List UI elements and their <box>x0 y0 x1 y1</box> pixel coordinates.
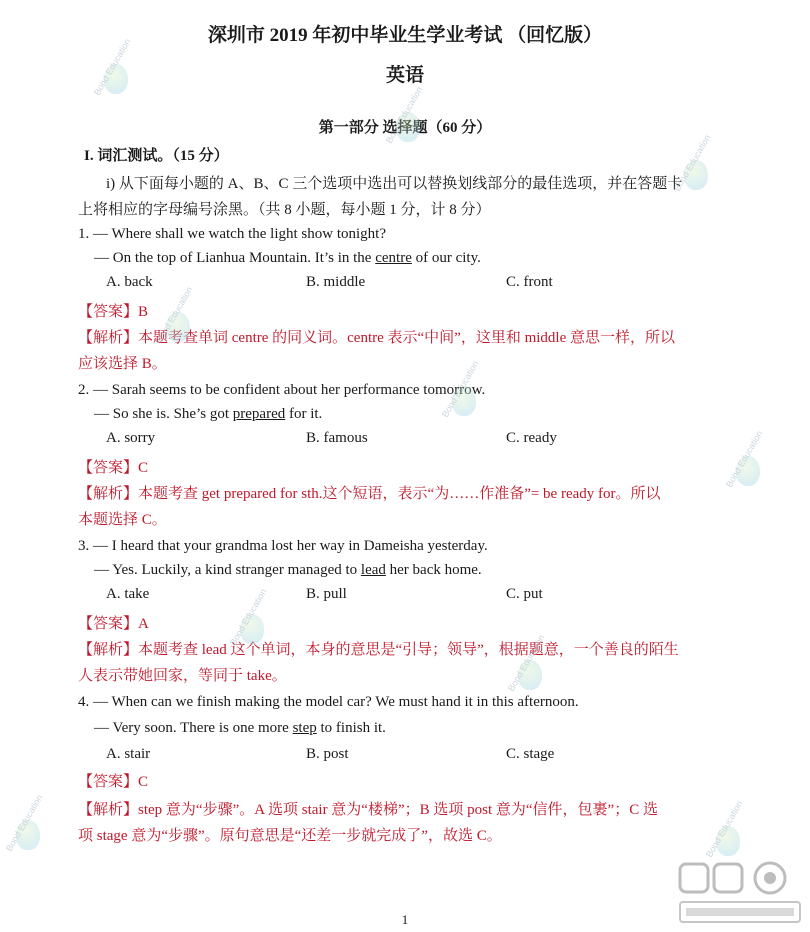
question-2-answer: 【答案】C <box>78 460 149 476</box>
bulb-icon <box>16 820 40 850</box>
watermark-text: Bond Education <box>672 132 713 193</box>
question-2-option-b: B. famous <box>306 430 368 446</box>
part-title: 第一部分 选择题（60 分） <box>318 120 492 136</box>
bond-education-watermark <box>4 792 56 880</box>
site-logo <box>676 858 806 928</box>
question-4-option-a: A. stair <box>106 746 151 762</box>
watermark-text: Bond Education <box>154 284 195 345</box>
reply-text-after: to finish it. <box>316 720 386 736</box>
reply-text-after: of our city. <box>411 250 481 266</box>
question-2-prompt: 2. — Sarah seems to be confident about her performance tomorrow. <box>78 382 486 398</box>
subject-title: 英语 <box>385 65 424 86</box>
question-4-option-b: B. post <box>306 746 349 762</box>
question-2-option-c: C. ready <box>506 430 557 446</box>
question-1-analysis-line-1: 【解析】本题考查单词 centre 的同义词。centre 表示“中间”，这里和 middle 意思一样，所以 <box>78 330 676 346</box>
question-1-option-c: C. front <box>506 274 553 290</box>
instruction-line-2: 上将相应的字母编号涂黑。（共 8 小题，每小题 1 分，计 8 分） <box>78 202 491 218</box>
question-4-reply <box>94 720 386 737</box>
question-2-analysis-line-2: 本题选择 C。 <box>78 512 167 528</box>
reply-text-before: — Yes. Luckily, a kind stranger managed to <box>94 562 361 578</box>
reply-text-before: — So she is. She’s got <box>94 406 233 422</box>
question-4-analysis-line-2: 项 stage 意为“步骤”。原句意思是“还差一步就完成了”，故选 C。 <box>78 828 502 844</box>
bulb-icon <box>684 160 708 190</box>
reply-text-before: — On the top of Lianhua Mountain. It’s in the <box>94 250 376 266</box>
exam-title: 深圳市 2019 年初中毕业生学业考试 （回忆版） <box>207 25 603 46</box>
underlined-word: prepared <box>232 406 286 422</box>
question-1-option-a: A. back <box>106 274 153 290</box>
underlined-word: step <box>292 720 317 736</box>
watermark-text: Bond Education <box>440 358 481 419</box>
question-2-reply <box>94 406 322 423</box>
question-3-prompt: 3. — I heard that your grandma lost her way in Dameisha yesterday. <box>78 538 488 554</box>
question-4-analysis-line-1: 【解析】step 意为“步骤”。A 选项 stair 意为“楼梯”；B 选项 post 意为“信件，包裹”；C 选 <box>78 802 658 818</box>
bulb-icon <box>716 826 740 856</box>
question-2-analysis-line-1: 【解析】本题考查 get prepared for sth.这个短语，表示“为……作准备”= be ready for。所以 <box>78 486 661 502</box>
question-4-answer: 【答案】C <box>78 774 149 790</box>
question-3-reply <box>94 562 482 579</box>
question-4-option-c: C. stage <box>506 746 555 762</box>
section-heading: I. 词汇测试。（15 分） <box>84 148 229 164</box>
page-number: 1 <box>401 912 409 927</box>
bulb-icon <box>736 456 760 486</box>
question-1-prompt: 1. — Where shall we watch the light show tonight? <box>78 226 386 242</box>
bond-education-watermark <box>506 632 558 720</box>
reply-text-before: — Very soon. There is one more <box>94 720 293 736</box>
question-1-reply <box>94 250 481 267</box>
question-4-prompt: 4. — When can we finish making the model car? We must hand it in this afternoon. <box>78 694 579 710</box>
question-1-answer: 【答案】B <box>78 304 149 320</box>
question-3-option-c: C. put <box>506 586 543 602</box>
question-2-option-a: A. sorry <box>106 430 156 446</box>
watermark-text: Bond Education <box>704 798 745 859</box>
reply-text-after: for it. <box>285 406 323 422</box>
watermark-text: Bond Education <box>384 84 425 145</box>
underlined-word: lead <box>360 562 386 578</box>
reply-text-after: her back home. <box>385 562 482 578</box>
question-3-analysis-line-1: 【解析】本题考查 lead 这个单词，本身的意思是“引导；领导”，根据题意，一个善良的陌生 <box>78 642 679 658</box>
instruction-line-1: i) 从下面每小题的 A、B、C 三个选项中选出可以替换划线部分的最佳选项，并在答题卡 <box>106 176 683 192</box>
question-3-option-b: B. pull <box>306 586 347 602</box>
underlined-word: centre <box>375 250 412 266</box>
bulb-icon <box>518 660 542 690</box>
watermark-text: Bond Education <box>724 428 765 489</box>
question-1-option-b: B. middle <box>306 274 366 290</box>
watermark-text: Bond Education <box>4 792 45 853</box>
watermark-text: Bond Education <box>506 632 547 693</box>
question-3-analysis-line-2: 人表示带她回家，等同于 take。 <box>78 668 287 684</box>
question-1-analysis-line-2: 应该选择 B。 <box>78 356 167 372</box>
watermark-text: Bond Education <box>228 586 269 647</box>
bond-education-watermark <box>724 428 776 516</box>
question-3-answer: 【答案】A <box>78 616 149 632</box>
question-3-option-a: A. take <box>106 586 150 602</box>
watermark-text: Bond Education <box>92 36 133 97</box>
